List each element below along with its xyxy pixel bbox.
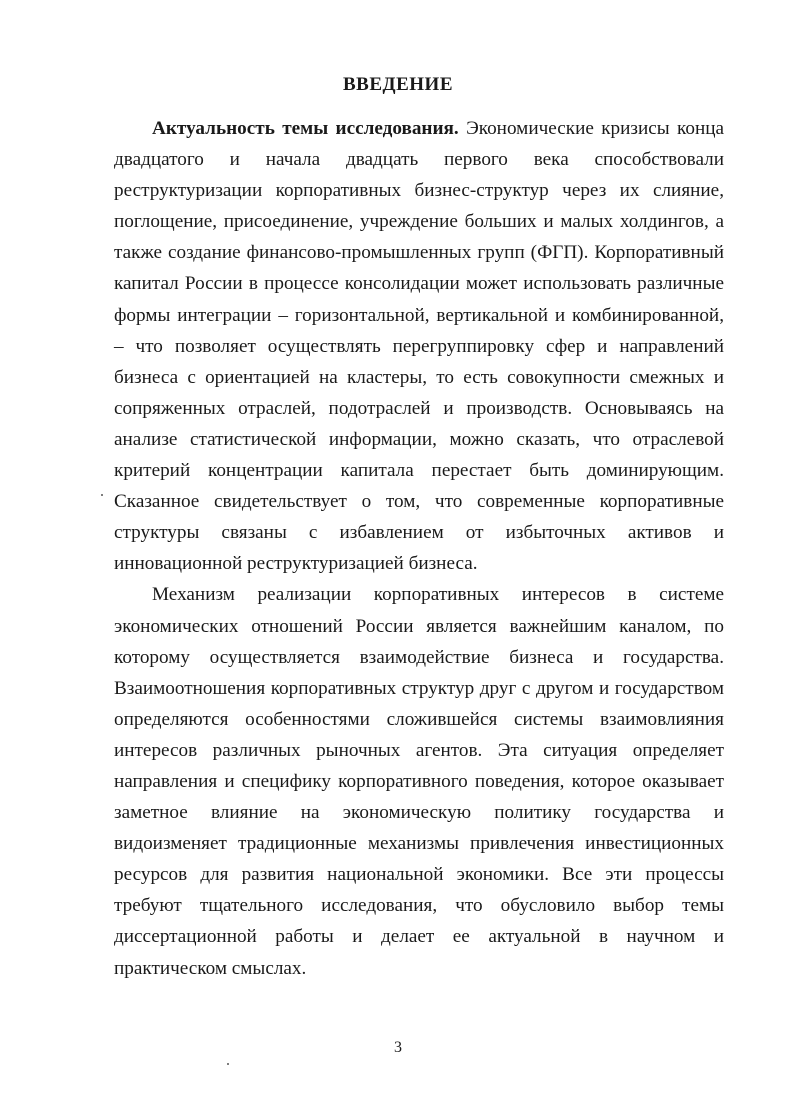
paragraph-lead: Актуальность темы исследования. — [152, 118, 459, 139]
scan-speck — [101, 494, 103, 496]
page-number: 3 — [394, 1039, 402, 1056]
paragraph-relevance — [114, 113, 724, 579]
paragraph-mechanism — [114, 579, 724, 983]
body-text — [114, 113, 724, 984]
section-heading: ВВЕДЕНИЕ — [343, 74, 453, 95]
paragraph-text: Механизм реализации корпоративных интересов в системе экономических отношений России является важнейшим каналом, по которому осуществляется взаимодействие бизнеса и государства. Взаимоотношения корпоративных структур друг с другом и государством определяются особенностями сложившейся системы взаимовлияния интересов различных рыночных агентов. Эта ситуация определяет направления и специфику корпоративного поведения, которое оказывает заметное влияние на экономическую политику государства и видоизменяет традиционные механизмы привлечения инвестиционных ресурсов для развития национальной экономики. Все эти процессы требуют тщательного исследования, что обусловило выбор темы диссертационной работы и делает ее актуальной в научном и практическом смыслах. — [114, 584, 724, 979]
scan-speck — [227, 1063, 229, 1065]
paragraph-text: Экономические кризисы конца двадцатого и начала двадцать первого века способствовали реструктуризации корпоративных бизнес-структур через их слияние, поглощение, присоединение, учреждение больших и малых холдингов, а также создание финансово-промышленных групп (ФГП). Корпоративный капитал России в процессе консолидации может использовать различные формы интеграции – горизонтальной, вертикальной и комбинированной, – что позволяет осуществлять перегруппировку сфер и направлений бизнеса с ориентацией на кластеры, то есть совокупности смежных и сопряженных отраслей, подотраслей и производств. Основываясь на анализе статистической информации, можно сказать, что отраслевой критерий концентрации капитала перестает быть доминирующим. Сказанное свидетельствует о том, что современные корпоративные структуры связаны с избавлением от избыточных активов и инновационной реструктуризацией бизнеса. — [114, 118, 724, 575]
